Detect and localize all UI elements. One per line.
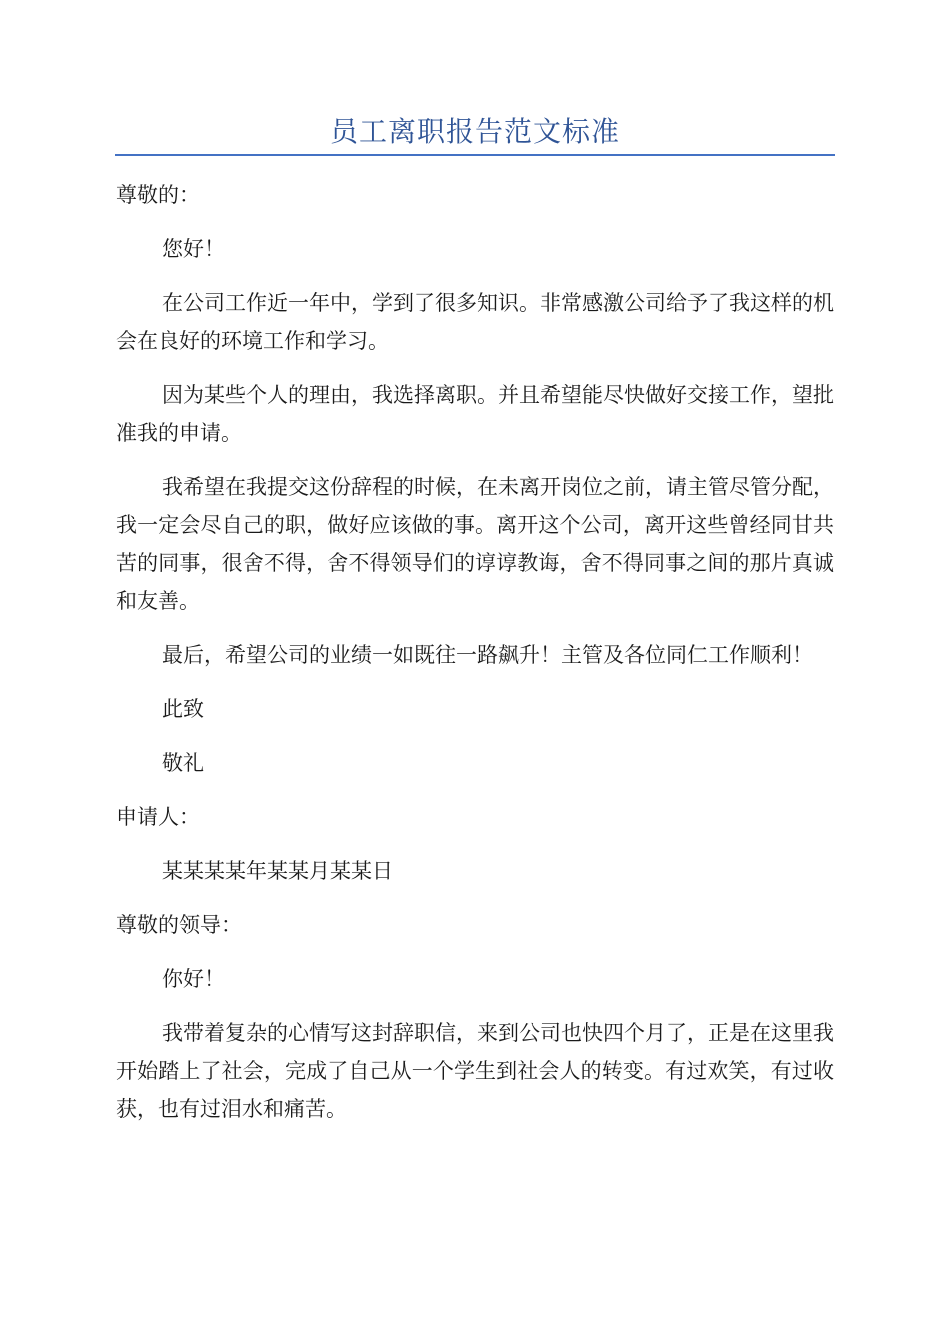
paragraph: 在公司工作近一年中，学到了很多知识。非常感激公司给予了我这样的机会在良好的环境工作和学习。: [116, 291, 834, 353]
document-body: [116, 176, 834, 1144]
paragraph-date: 某某某某年某某月某某日: [162, 859, 393, 883]
paragraph-salutation: 尊敬的领导：: [116, 913, 242, 937]
document-title: 员工离职报告范文标准: [329, 115, 620, 148]
paragraph: 因为某些个人的理由，我选择离职。并且希望能尽快做好交接工作，望批准我的申请。: [116, 383, 834, 445]
paragraph-greeting: 你好！: [162, 967, 225, 991]
paragraph: 我希望在我提交这份辞程的时候，在未离开岗位之前，请主管尽管分配，我一定会尽自己的职，做好应该做的事。离开这个公司，离开这些曾经同甘共苦的同事，很舍不得，舍不得领导们的谆谆教诲，舍不得同事之间的那片真诚和友善。: [116, 475, 834, 613]
paragraph-closing: 此致: [162, 697, 204, 721]
paragraph: 我带着复杂的心情写这封辞职信，来到公司也快四个月了，正是在这里我开始踏上了社会，完成了自己从一个学生到社会人的转变。有过欢笑，有过收获，也有过泪水和痛苦。: [116, 1021, 834, 1121]
paragraph-closing: 敬礼: [162, 751, 204, 775]
paragraph: 最后，希望公司的业绩一如既往一路飙升！主管及各位同仁工作顺利！: [162, 643, 813, 667]
paragraph-applicant: 申请人：: [116, 805, 200, 829]
paragraph-salutation: 尊敬的：: [116, 183, 200, 207]
paragraph-greeting: 您好！: [162, 237, 225, 261]
title-underline: [115, 154, 835, 156]
